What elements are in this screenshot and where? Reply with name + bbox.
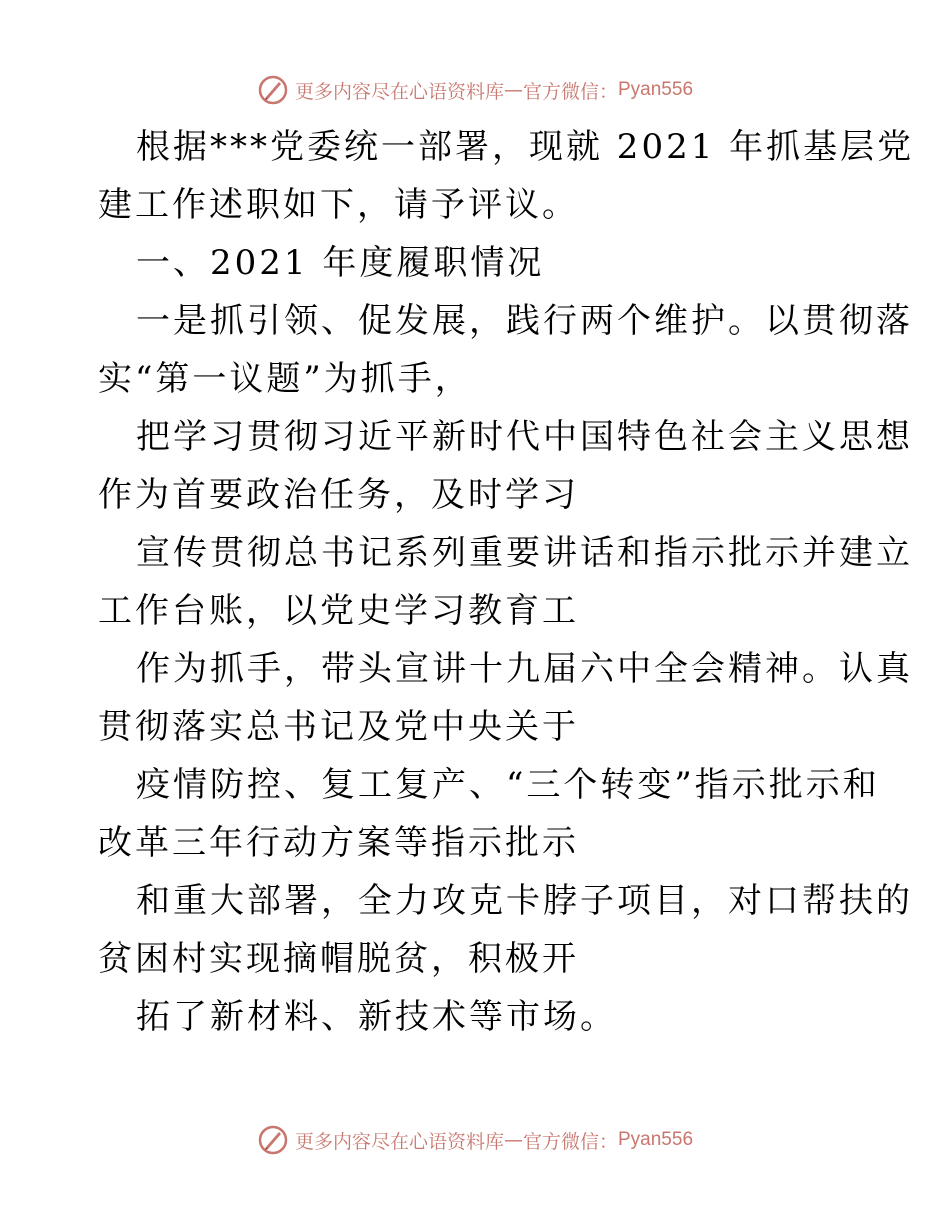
text-line: 和重大部署，全力攻克卡脖子项目，对口帮扶的 (136, 881, 913, 921)
text-line: 疫情防控、复工复产、“三个转变”指示批示和 (136, 765, 880, 805)
quill-logo-icon (257, 74, 289, 106)
watermark-separator: — (503, 79, 523, 101)
section-heading: 一、2021 年度履职情况 (136, 243, 545, 283)
header-watermark (0, 70, 950, 110)
text-line: 根据***党委统一部署，现就 2021 年抓基层党 (136, 127, 915, 167)
watermark-wechat-id: Pyan556 (618, 1129, 694, 1150)
watermark-wechat-label: 官方微信： (522, 1130, 618, 1153)
watermark-slogan: 更多内容尽在心语资料库 (294, 1130, 504, 1153)
watermark-wechat-id: Pyan556 (618, 79, 694, 100)
text-line: 把学习贯彻习近平新时代中国特色社会主义思想 (136, 417, 913, 457)
document-body (98, 118, 915, 1046)
text-line: 工作台账，以党史学习教育工 (98, 591, 579, 631)
text-line: 作为抓手，带头宣讲十九届六中全会精神。认真 (136, 649, 913, 689)
text-line: 建工作述职如下，请予评议。 (98, 185, 579, 225)
text-line: 拓了新材料、新技术等市场。 (136, 997, 617, 1037)
text-line: 实“第一议题”为抓手， (98, 359, 472, 399)
text-line: 贯彻落实总书记及党中央关于 (98, 707, 579, 747)
footer-watermark (0, 1120, 950, 1160)
text-line: 贫困村实现摘帽脱贫，积极开 (98, 939, 579, 979)
text-line: 宣传贯彻总书记系列重要讲话和指示批示并建立 (136, 533, 913, 573)
text-line: 作为首要政治任务，及时学习 (98, 475, 579, 515)
text-line: 改革三年行动方案等指示批示 (98, 823, 579, 863)
text-line: 一是抓引领、促发展，践行两个维护。以贯彻落 (136, 301, 913, 341)
watermark-separator: — (503, 1129, 523, 1151)
watermark-slogan: 更多内容尽在心语资料库 (294, 80, 504, 103)
watermark-wechat-label: 官方微信： (522, 80, 618, 103)
quill-logo-icon (257, 1124, 289, 1156)
